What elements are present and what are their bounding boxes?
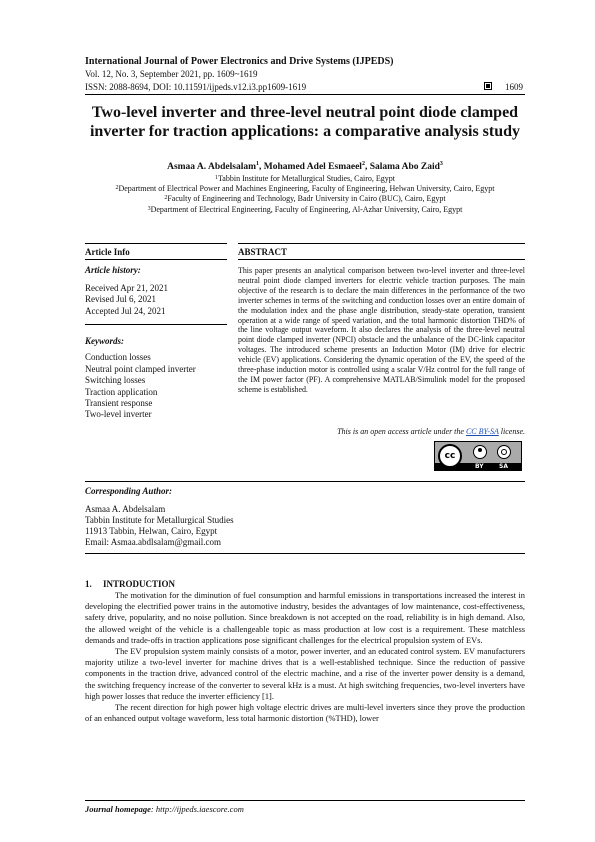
corr-email: Email: Asmaa.abdlsalam@gmail.com xyxy=(85,537,222,547)
abstract-sub-rule xyxy=(238,259,525,260)
affiliation-1 xyxy=(60,174,550,184)
share-alike-icon xyxy=(497,445,511,459)
author-3-sup: 3 xyxy=(439,161,443,167)
corr-line: Asmaa A. Abdelsalam xyxy=(85,504,166,514)
aff-sup: 3 xyxy=(147,206,151,212)
license-line xyxy=(238,427,525,436)
square-bullet-icon xyxy=(484,82,492,90)
keyword-item: Transient response xyxy=(85,398,153,408)
header-rule xyxy=(85,94,525,95)
intro-paragraph: The recent direction for high power high voltage electric drives are multi-level inverters since they prove the production of an enhanced output voltage waveform, less total harmonic distortion (%THD), lower xyxy=(85,703,525,724)
journal-name: International Journal of Power Electronics and Drive Systems (IJPEDS) xyxy=(85,56,394,67)
license-pre: This is an open access article under the xyxy=(337,427,466,436)
keywords-heading: Keywords: xyxy=(85,336,124,346)
aff-sup: 2 xyxy=(164,195,168,201)
issn-doi-text: ISSN: 2088-8694, DOI: 10.11591/ijpeds.v12.i3.pp1609-1619 xyxy=(85,82,307,92)
footer-rule xyxy=(85,800,525,801)
author-2: Mohamed Adel Esmaeel xyxy=(263,162,362,172)
issn-doi-line xyxy=(85,82,525,92)
affiliation-3 xyxy=(60,194,550,204)
corr-line: Tabbin Institute for Metallurgical Studies xyxy=(85,515,234,525)
accepted-date: Accepted Jul 24, 2021 xyxy=(85,306,166,316)
license-post: license. xyxy=(498,427,525,436)
article-info-heading: Article Info xyxy=(85,247,130,257)
info-sub-rule xyxy=(85,259,227,260)
aff-sup: 2 xyxy=(115,185,119,191)
corr-line: 11913 Tabbin, Helwan, Cairo, Egypt xyxy=(85,526,218,536)
introduction-heading: 1. INTRODUCTION xyxy=(85,579,176,589)
author-sep: , xyxy=(259,162,264,172)
abstract-body: This paper presents an analytical comparison between two-level inverter and three-level neutral point diode clamped inverters for electric vehicle traction purposes. The main objective of the research is to declare the main differences in the performance of the two inverter schemes in terms of the switching and conduction losses over an entire domain of the modulation index and the phase angle distribution, steady-state operation, transient operation at a wide range of speed variation, and the total harmonic distortion THD% of the line voltage output waveform. It also declares the analysis of the three-level neutral point diode clamped inverter (NPCI) obstacle and the unbalance of the DC-link capacitor voltages. The introduced scheme presents an Induction Motor (IM) drive for electric vehicle (EV) applications. Considering the dynamic operation of the EV, the speed of the three-phase induction motor is controlled using a scalar V/Hz control for the full range of the IM power factor (PF). A comprehensive MATLAB/Simulink model for the proposed scheme is established. xyxy=(238,266,525,394)
abstract-heading: ABSTRACT xyxy=(238,247,288,257)
aff-text: Department of Electrical Engineering, Faculty of Engineering, Al-Azhar University, Cairo, Egypt xyxy=(150,205,463,214)
by-person-icon xyxy=(473,445,487,459)
received-date: Received Apr 21, 2021 xyxy=(85,283,168,293)
badge-by-label: BY xyxy=(475,463,484,470)
abstract-bottom-rule xyxy=(85,481,525,482)
intro-paragraph: The EV propulsion system mainly consists of a motor, power inverter, and an educated control system. EV manufacturers majority utilize a two-level inverter for machine drives that is a well-established technique. Since the reduction of passive components in the traction drive, advanced control of the electric machine, and a rise of the inverter power density is a demand, the switching frequency increase of the converter to several kHz is a must. At high switching frequencies, two-level inverters have high power losses that reduce the inverter efficiency [1]. xyxy=(85,647,525,701)
aff-text: Faculty of Engineering and Technology, Badr University in Cairo (BUC), Cairo, Egypt xyxy=(167,194,446,203)
homepage-sep: : xyxy=(150,804,156,814)
journal-homepage xyxy=(85,804,244,814)
keyword-item: Neutral point clamped inverter xyxy=(85,364,196,374)
page-number: 1609 xyxy=(505,82,523,92)
corresponding-heading: Corresponding Author: xyxy=(85,486,172,496)
author-2-sup: 2 xyxy=(361,161,365,167)
abstract-top-rule xyxy=(238,243,525,244)
affiliation-4 xyxy=(60,205,550,215)
keyword-item: Switching losses xyxy=(85,375,146,385)
author-1: Asmaa A. Abdelsalam xyxy=(167,162,257,172)
badge-sa-label: SA xyxy=(499,463,508,470)
introduction-body xyxy=(85,590,525,724)
info-top-rule xyxy=(85,243,227,244)
aff-sup: 1 xyxy=(214,175,218,181)
keyword-item: Two-level inverter xyxy=(85,409,152,419)
corr-bottom-rule xyxy=(85,553,525,554)
author-sep: , xyxy=(364,162,370,172)
homepage-label: Journal homepage xyxy=(85,804,151,814)
author-list xyxy=(85,162,525,172)
volume-line: Vol. 12, No. 3, September 2021, pp. 1609~1619 xyxy=(85,69,258,79)
author-3: Salama Abo Zaid xyxy=(369,162,440,172)
keyword-item: Conduction losses xyxy=(85,352,151,362)
keyword-item: Traction application xyxy=(85,387,158,397)
revised-date: Revised Jul 6, 2021 xyxy=(85,294,156,304)
keywords-rule xyxy=(85,324,227,325)
aff-text: Tabbin Institute for Metallurgical Studies, Cairo, Egypt xyxy=(217,174,396,183)
author-1-sup: 1 xyxy=(256,161,260,167)
affiliation-2 xyxy=(60,184,550,194)
cc-by-sa-badge[interactable] xyxy=(434,441,522,471)
cc-by-sa-link[interactable]: CC BY-SA xyxy=(465,427,499,436)
history-heading: Article history: xyxy=(85,265,141,275)
cc-icon: cc xyxy=(438,444,462,468)
intro-paragraph: The motivation for the diminution of fuel consumption and harmful emissions in transportations increased the interest in developing the electrified power trains in the automotive industry, besides the advantages of low maintenance, cost-effectiveness, safety drive, popularity, and no noise pollution. Since breakdown is not accepted on the road, reliability is in high demand. Also, the allowed weight of the vehicle is a challengeable topic as mass production at low cost is a requirement. These matchless demands and trade-offs in traction applications pose significant challenges for the electrical propulsion system of EVs. xyxy=(85,591,525,645)
paper-title: Two-level inverter and three-level neutral point diode clamped inverter for traction applications: a comparative analysis study xyxy=(89,104,521,140)
aff-text: Department of Electrical Power and Machines Engineering, Faculty of Engineering, Helwan University, Cairo, Egypt xyxy=(118,184,495,193)
homepage-url[interactable]: http://ijpeds.iaescore.com xyxy=(155,804,244,814)
